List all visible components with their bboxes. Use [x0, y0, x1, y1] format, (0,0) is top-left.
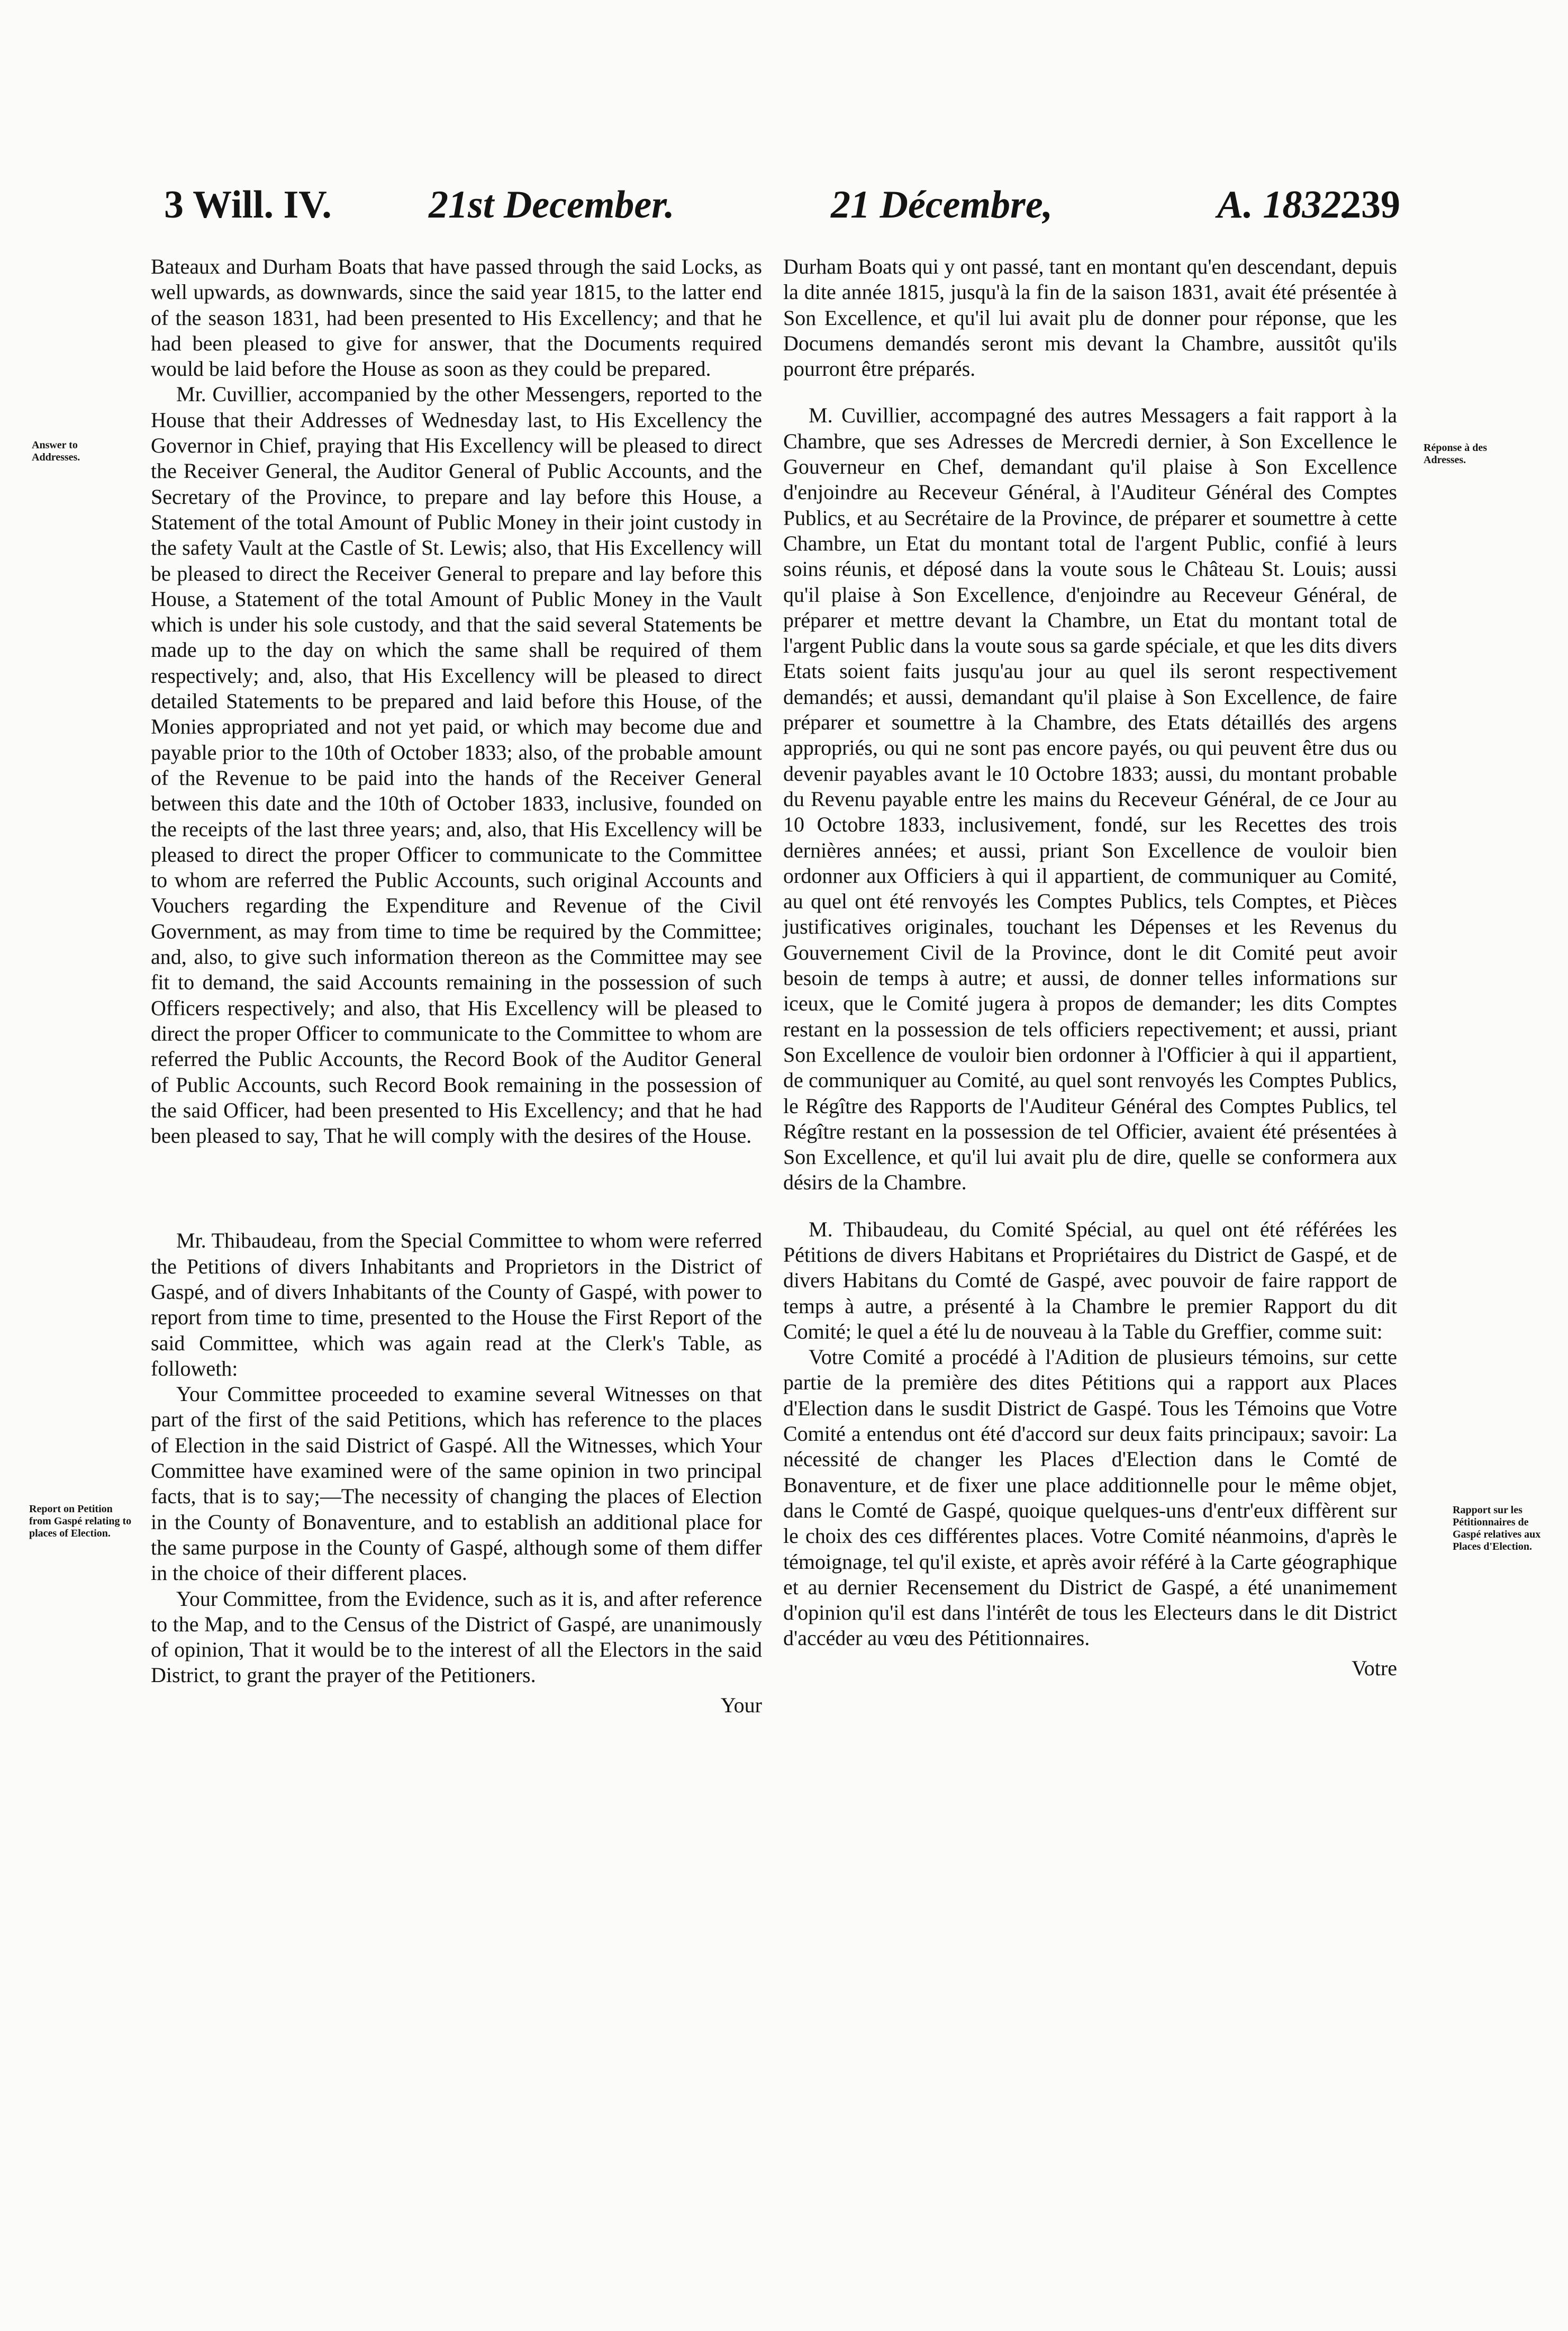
paragraph: Your Committee, from the Evidence, such as it is, and after reference to the Map, and to the Census of the District of Gaspé, are unanimously of opinion, That it would be to the interest of all the Electors in the said District, to grant the prayer of the Petitioners.	[151, 1586, 762, 1687]
french-column	[783, 254, 1397, 1681]
paragraph: Your Committee proceeded to examine several Witnesses on that part of the first of the said Petitions, which has reference to the places of Election in the said District of Gaspé. All the Witnesses, which Your Committee have examined were of the same opinion in two principal facts, that is to say;—The necessity of changing the places of Election in the County of Bonaventure, and to establish an additional place for the same purpose in the County of Gaspé, although some of them differ in the choice of their different places.	[151, 1382, 762, 1585]
section-gap	[151, 1149, 762, 1228]
paragraph: M. Thibaudeau, du Comité Spécial, au quel ont été référées les Pétitions de divers Habitans et Propriétaires du District de Gaspé, et de divers Habitans du Comté de Gaspé, avec pouvoir de faire rapport de temps à autre, a présenté à la Chambre le premier Rapport du dit Comité; le quel a été lu de nouveau à la Table du Greffier, comme suit:	[783, 1217, 1397, 1343]
margin-note-fr-1: Réponse à des Adresses.	[1424, 442, 1488, 466]
year-heading: A. 1832.	[1217, 183, 1351, 227]
english-column	[151, 254, 762, 1718]
paragraph: Mr. Thibaudeau, from the Special Committee to whom were referred the Petitions of divers Inhabitants and Proprietors in the District of Gaspé, and of divers Inhabitants of the County of Gaspé, with power to report from time to time, presented to the House the First Report of the said Committee, which was again read at the Clerk's Table, as followeth:	[151, 1228, 762, 1380]
catchword: Your	[720, 1693, 762, 1717]
paragraph: Votre Comité a procédé à l'Adition de plusieurs témoins, sur cette partie de la première des dites Pétitions qui a rapport aux Places d'Election dans le susdit District de Gaspé. Tous les Témoins que Votre Comité a entendus ont été d'accord sur deux faits principaux; savoir: La nécessité de changer les Places d'Election dans le Comté de Bonaventure, et de fixer une place additionnelle pour le même objet, dans le Comté de Gaspé, quoique quelques-uns d'entr'eux diffèrent sur le choix des ces différentes places. Votre Comité néanmoins, d'après le témoignage, tel qu'il existe, et après avoir référé à la Carte géographique et au dernier Recensement du District de Gaspé, a été unanimement d'opinion qu'il est dans l'intérêt de tous les Electeurs dans le dit District d'accéder au vœu des Pétitionnaires.	[783, 1345, 1397, 1650]
section-gap	[783, 1196, 1397, 1217]
margin-note-fr-2: Rapport sur les Pétitionnaires de Gaspé relatives aux Places d'Election.	[1453, 1504, 1541, 1552]
paragraph: Bateaux and Durham Boats that have passed through the said Locks, as well upwards, as downwards, since the said year 1815, to the latter end of the season 1831, had been presented to His Excellency; and that he had been pleased to give for answer, that the Documents required would be laid before the House as soon as they could be prepared.	[151, 255, 762, 381]
catchword: Votre	[1352, 1656, 1397, 1680]
paragraph: Durham Boats qui y ont passé, tant en montant qu'en descendant, depuis la dite année 1815, jusqu'à la fin de la saison 1831, avait été présentée à Son Excellence, et qu'il lui avait plu de donner pour réponse, que les Documens demandés seront mis devant la Chambre, aussitôt qu'ils pourront être préparés.	[783, 255, 1397, 381]
margin-note-en-1: Answer to Addresses.	[32, 439, 80, 463]
margin-note-en-2: Report on Petition from Gaspé relating to places of Election.	[29, 1503, 132, 1539]
date-heading-fr: 21 Décembre,	[831, 183, 1053, 227]
page-number: 239	[1342, 183, 1400, 227]
date-heading-en: 21st December.	[429, 183, 675, 227]
section-gap	[783, 382, 1397, 403]
paragraph: Mr. Cuvillier, accompanied by the other Messengers, reported to the House that their Addresses of Wednesday last, to His Excellency the Governor in Chief, praying that His Excellency will be pleased to direct the Receiver General, the Auditor General of Public Accounts, and the Secretary of the Province, to prepare and lay before this House, a Statement of the total Amount of Public Money in their joint custody in the safety Vault at the Castle of St. Lewis; also, that His Excellency will be pleased to direct the Receiver General to prepare and lay before this House, a Statement of the total Amount of Public Money in the Vault which is under his sole custody, and that the said several Statements be made up to the day on which the same shall be required of them respectively; and, also, that His Excellency will be pleased to direct detailed Statements to be prepared and laid before this House, of the Monies appropriated and not yet paid, or which may become due and payable prior to the 10th of October 1833; also, of the probable amount of the Revenue to be paid into the hands of the Receiver General between this date and the 10th of October 1833, inclusive, founded on the receipts of the last three years; and, also, that His Excellency will be pleased to direct the proper Officer to communicate to the Committee to whom are referred the Public Accounts, such original Accounts and Vouchers regarding the Expenditure and Revenue of the Civil Government, as may from time to time be required by the Committee; and, also, to give such information thereon as the Committee may see fit to demand, the said Accounts remaining in the possession of such Officers respectively; and also, that His Excellency will be pleased to direct the proper Officer to communicate to the Committee to whom are referred the Public Accounts, the Record Book of the Auditor General of Public Accounts, such Record Book remaining in the possession of the said Officer, had been presented to His Excellency; and that he had been pleased to say, That he will comply with the desires of the House.	[151, 382, 762, 1148]
paragraph: M. Cuvillier, accompagné des autres Messagers a fait rapport à la Chambre, que ses Adresses de Mercredi dernier, à Son Excellence le Gouverneur en Chef, demandant qu'il plaise à Son Excellence d'enjoindre au Receveur Général, à l'Auditeur Général des Comptes Publics, et au Secrétaire de la Province, de préparer et soumettre à cette Chambre, un Etat du montant total de l'argent Public, confié à leurs soins réunis, et déposé dans la voute sous le Château St. Louis; aussi qu'il plaise à Son Excellence, d'enjoindre au Receveur Général, de préparer et mettre devant la Chambre, un Etat du montant total de l'argent Public dans la voute sous sa garde spéciale, et que les dits divers Etats soient faits jusqu'au jour au quel ils seront respectivement demandés; et aussi, demandant qu'il plaise à Son Excellence, de faire préparer et soumettre à la Chambre, des Etats détaillés des argens appropriés, ou qui ne sont pas encore payés, ou qui peuvent être dus ou devenir payables avant le 10 Octobre 1833; aussi, du montant probable du Revenu payable entre les mains du Receveur Général, de ce Jour au 10 Octobre 1833, inclusivement, fondé, sur les Recettes des trois dernières années; et aussi, priant Son Excellence de vouloir bien ordonner aux Officiers à qui il appartient, de communiquer au Comité, au quel ont été renvoyés les Comptes Publics, tels Comptes, et Pièces justificatives originales, touchant les Dépenses et les Revenus du Gouvernement Civil de la Province, dont le dit Comité peut avoir besoin de temps à autre; et aussi, de donner telles informations sur iceux, que le Comité jugera à propos de demander; les dits Comptes restant en la possession de tels officiers repectivement; et aussi, priant Son Excellence de vouloir bien ordonner à l'Officier à qui il appartient, de communiquer au Comité, au quel sont renvoyés les Comptes Publics, le Régître des Rapports de l'Auditeur Général des Comptes Publics, tel Régître restant en la possession de tel Officier, avaient été présentées à Son Excellence, et qu'il lui avait plu de dire, quelle se conformera aux désirs de la Chambre.	[783, 403, 1397, 1195]
reign-heading: 3 Will. IV.	[164, 183, 332, 227]
